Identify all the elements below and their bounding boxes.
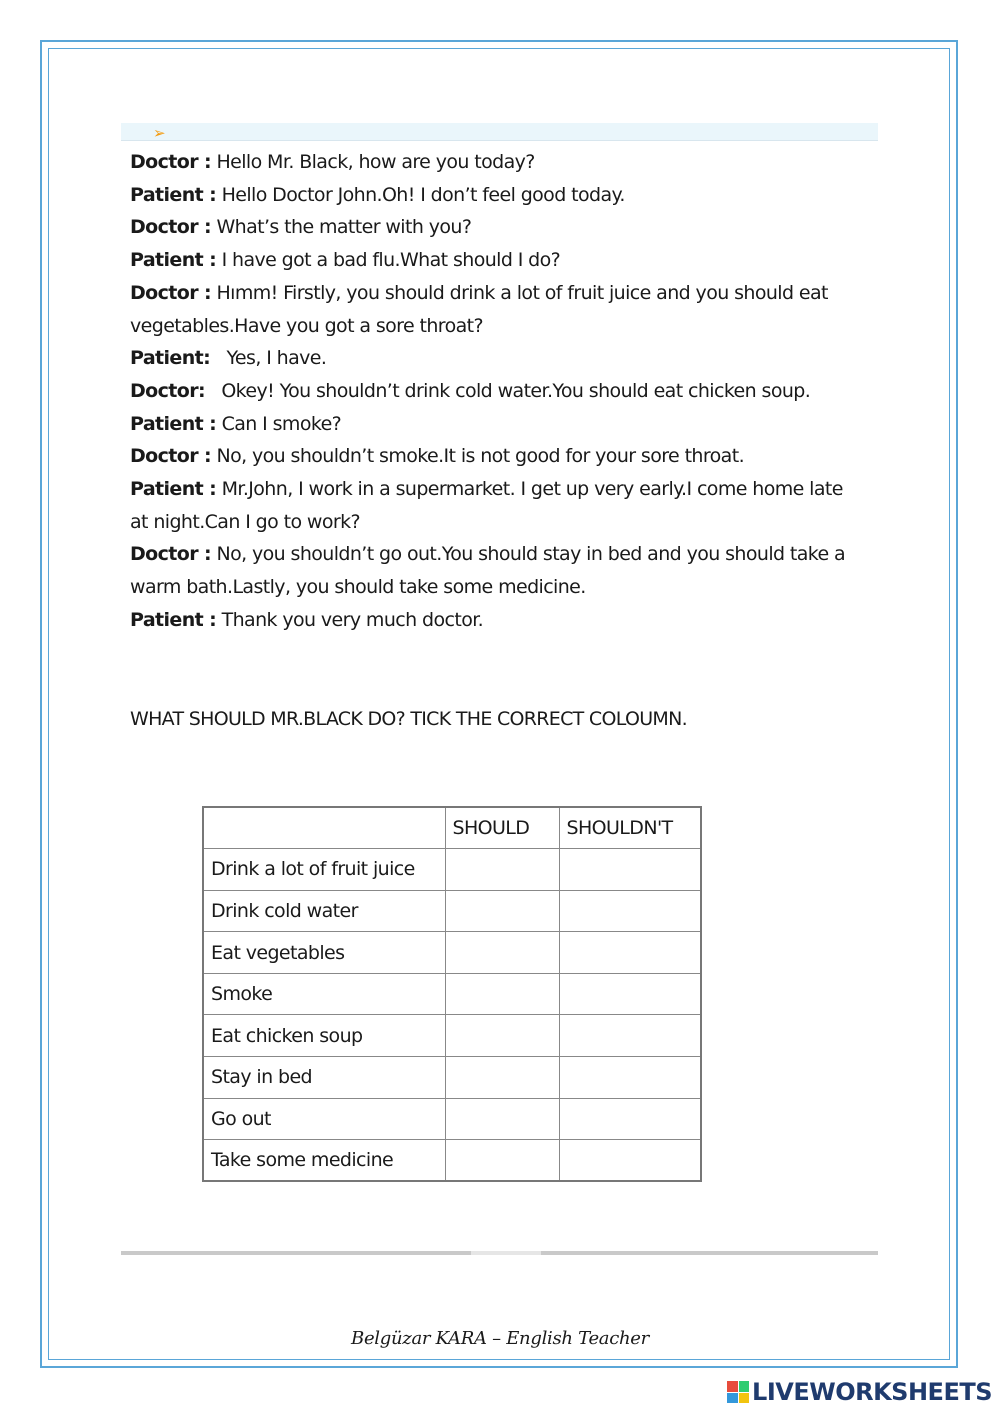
shouldnt-tick-cell[interactable]: [559, 890, 701, 932]
logo-square: [739, 1393, 750, 1404]
speaker-label: Doctor :: [130, 216, 212, 239]
dialogue-text: Thank you very much doctor.: [216, 608, 484, 631]
dialogue-line: [130, 375, 865, 408]
dialogue-line: [130, 473, 865, 506]
logo-square: [727, 1393, 738, 1404]
dialogue-line: [130, 244, 865, 277]
table-row: [203, 890, 701, 932]
speaker-label: Patient :: [130, 249, 217, 272]
dialogue-text: at night.Can I go to work?: [130, 510, 360, 533]
table-row: [203, 1057, 701, 1099]
dialogue-text: Can I smoke?: [216, 412, 342, 435]
activity-cell: Go out: [203, 1098, 445, 1140]
liveworksheets-logo-icon: [727, 1381, 749, 1403]
dialogue-line: [130, 538, 865, 571]
dialogue-line: [130, 571, 865, 604]
dialogue-line: [130, 146, 865, 179]
dialogue-line: [130, 604, 865, 637]
dialogue-text: Mr.John, I work in a supermarket. I get up very early.I come home late: [216, 478, 843, 501]
dialogue-text: Yes, I have.: [210, 347, 327, 370]
speaker-label: Doctor :: [130, 445, 212, 468]
dialogue-text: Hımm! Firstly, you should drink a lot of fruit juice and you should eat: [211, 281, 828, 304]
speaker-label: Doctor:: [130, 379, 205, 402]
shouldnt-tick-cell[interactable]: [559, 1015, 701, 1057]
dialogue-text: What’s the matter with you?: [211, 216, 472, 239]
should-tick-cell[interactable]: [445, 1015, 559, 1057]
header-blank-cell: [203, 807, 445, 849]
activity-cell: Eat vegetables: [203, 932, 445, 974]
brand-badge[interactable]: [727, 1376, 992, 1408]
dialogue-line: [130, 440, 865, 473]
should-tick-cell[interactable]: [445, 849, 559, 891]
activity-cell: Drink cold water: [203, 890, 445, 932]
instruction-text: WHAT SHOULD MR.BLACK DO? TICK THE CORRECT COLOUMN.: [130, 708, 687, 730]
dialogue-text: No, you shouldn’t go out.You should stay in bed and you should take a: [211, 543, 846, 566]
tick-table: [202, 806, 702, 1182]
brand-name: LIVEWORKSHEETS: [752, 1378, 992, 1406]
speaker-label: Patient :: [130, 183, 217, 206]
table-row: [203, 1098, 701, 1140]
shouldnt-tick-cell[interactable]: [559, 849, 701, 891]
shouldnt-tick-cell[interactable]: [559, 1098, 701, 1140]
speaker-label: Doctor :: [130, 543, 212, 566]
activity-cell: Stay in bed: [203, 1057, 445, 1099]
speaker-label: Doctor :: [130, 281, 212, 304]
activity-cell: Drink a lot of fruit juice: [203, 849, 445, 891]
dialogue-line: [130, 277, 865, 310]
should-tick-cell[interactable]: [445, 932, 559, 974]
dialogue-text: I have got a bad flu.What should I do?: [216, 249, 561, 272]
should-tick-cell[interactable]: [445, 1057, 559, 1099]
table-row: [203, 973, 701, 1015]
speaker-label: Patient:: [130, 347, 211, 370]
speaker-label: Doctor :: [130, 151, 212, 173]
header-shouldnt: SHOULDN'T: [559, 807, 701, 849]
speaker-label: Patient :: [130, 412, 217, 435]
header-should: SHOULD: [445, 807, 559, 849]
dialogue-text: No, you shouldn’t smoke.It is not good for your sore throat.: [211, 445, 745, 468]
logo-square: [739, 1381, 750, 1392]
dialogue-line: [130, 310, 865, 343]
dialogue-text: Okey! You shouldn’t drink cold water.You should eat chicken soup.: [205, 379, 811, 402]
activity-cell: Take some medicine: [203, 1140, 445, 1182]
shouldnt-tick-cell[interactable]: [559, 1057, 701, 1099]
dialogue-line: [130, 342, 865, 375]
shouldnt-tick-cell[interactable]: [559, 973, 701, 1015]
table-row: [203, 849, 701, 891]
dialogue-line: [130, 211, 865, 244]
should-tick-cell[interactable]: [445, 1140, 559, 1182]
activity-cell: Eat chicken soup: [203, 1015, 445, 1057]
table-row: [203, 1015, 701, 1057]
should-tick-cell[interactable]: [445, 973, 559, 1015]
dialogue-line: [130, 179, 865, 212]
dialogue-line: [130, 408, 865, 441]
logo-square: [727, 1381, 738, 1392]
table-row: [203, 1140, 701, 1182]
dialogue-line: [130, 506, 865, 539]
footer-author: Belgüzar KARA – English Teacher: [351, 1328, 649, 1349]
activity-cell: Smoke: [203, 973, 445, 1015]
speaker-label: Patient :: [130, 478, 217, 501]
dialogue-text: vegetables.Have you got a sore throat?: [130, 314, 483, 337]
table-header-row: [203, 807, 701, 849]
should-tick-cell[interactable]: [445, 890, 559, 932]
header-band: [121, 123, 878, 141]
speaker-label: Patient :: [130, 608, 217, 631]
shouldnt-tick-cell[interactable]: [559, 932, 701, 974]
should-tick-cell[interactable]: [445, 1098, 559, 1140]
shouldnt-tick-cell[interactable]: [559, 1140, 701, 1182]
arrow-bullet-icon: ➢: [153, 124, 166, 142]
dialogue: [130, 146, 865, 637]
dialogue-text: Hello Mr. Black, how are you today?: [211, 151, 535, 173]
dialogue-text: Hello Doctor John.Oh! I don’t feel good today.: [216, 183, 625, 206]
bottom-divider: [121, 1251, 878, 1255]
dialogue-text: warm bath.Lastly, you should take some medicine.: [130, 576, 586, 599]
table-row: [203, 932, 701, 974]
